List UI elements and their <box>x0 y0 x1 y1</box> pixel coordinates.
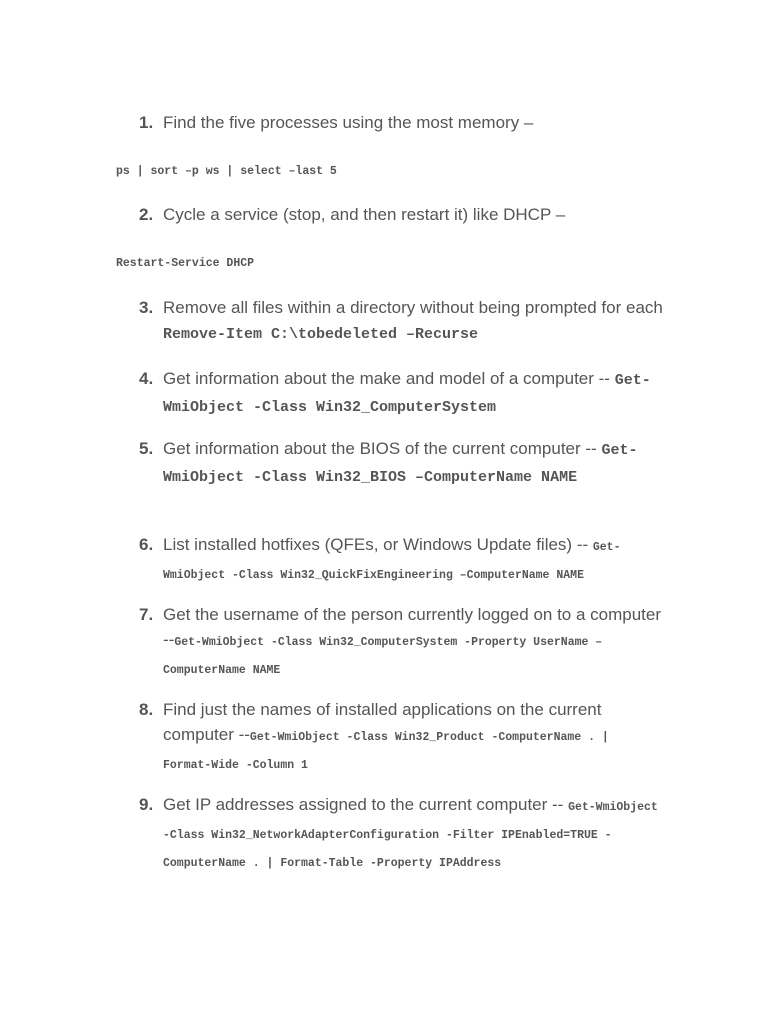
item-code: Remove-Item C:\tobedeleted –Recurse <box>163 326 479 343</box>
list-item-9 <box>139 792 663 876</box>
item-code: Get-WmiObject -Class Win32_BIOS –ComputerName NAME <box>163 442 638 486</box>
item-text: Find the five processes using the most memory – <box>163 113 534 132</box>
list-item-3 <box>139 295 663 347</box>
item-text: Find just the names of installed applications on the current computer -- <box>163 700 602 744</box>
item-code: Get-WmiObject -Class Win32_NetworkAdapterConfiguration -Filter IPEnabled=TRUE -ComputerName . | Format-Table -Property IPAddress <box>163 801 658 870</box>
item-text: Get the username of the person currently logged on to a computer -- <box>163 605 662 649</box>
item-text: Get information about the BIOS of the current computer -- <box>163 439 602 458</box>
list-item-8 <box>139 697 663 778</box>
item-code: Get-WmiObject -Class Win32_ComputerSystem <box>163 372 651 416</box>
code-line-1: ps | sort –p ws | select –last 5 <box>116 165 337 178</box>
list-item-5 <box>139 436 663 490</box>
code-line-2: Restart-Service DHCP <box>116 257 255 270</box>
list-number: 1. <box>139 113 154 132</box>
item-code: Get-WmiObject -Class Win32_Product -ComputerName . | Format-Wide -Column 1 <box>163 731 609 772</box>
list-number: 8. <box>139 700 154 719</box>
list-item-4 <box>139 366 663 420</box>
list-number: 3. <box>139 298 154 317</box>
list-item-1 <box>139 110 663 135</box>
list-number: 4. <box>139 369 154 388</box>
list-number: 6. <box>139 535 154 554</box>
item-text: Remove all files within a directory without being prompted for each <box>163 298 663 317</box>
item-text: Get IP addresses assigned to the current computer -- <box>163 795 569 814</box>
list-number: 7. <box>139 605 154 624</box>
list-item-6 <box>139 532 663 588</box>
item-code: Get-WmiObject -Class Win32_ComputerSystem -Property UserName –ComputerName NAME <box>163 636 603 677</box>
list-item-2 <box>139 202 663 227</box>
item-text: List installed hotfixes (QFEs, or Windows Update files) -- <box>163 535 593 554</box>
list-number: 2. <box>139 205 154 224</box>
list-item-7 <box>139 602 663 683</box>
item-code: Get-WmiObject -Class Win32_QuickFixEngineering –ComputerName NAME <box>163 541 621 582</box>
item-text: Get information about the make and model of a computer -- <box>163 369 615 388</box>
list-number: 5. <box>139 439 154 458</box>
item-text: Cycle a service (stop, and then restart it) like DHCP – <box>163 205 566 224</box>
list-number: 9. <box>139 795 154 814</box>
